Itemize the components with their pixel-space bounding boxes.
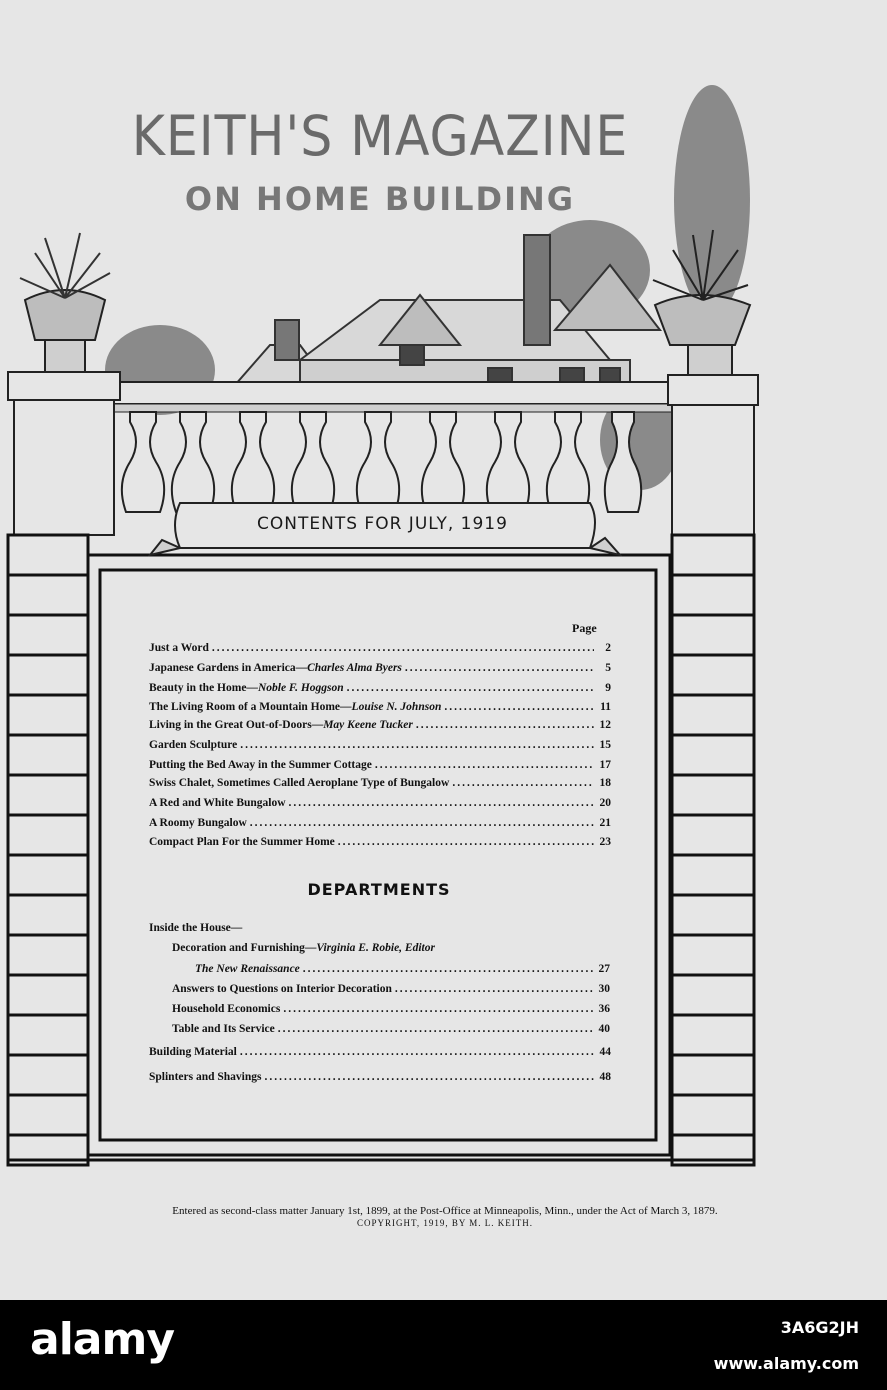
balustrade-rail xyxy=(100,382,680,404)
copyright-notice: COPYRIGHT, 1919, BY M. L. KEITH. xyxy=(357,1218,533,1228)
watermark-image-id: 3A6G2JH xyxy=(780,1318,859,1337)
toc-entry: The Living Room of a Mountain Home—Louise N. Johnson ..... 11 xyxy=(149,699,611,715)
toc-entry: Living in the Great Out-of-Doors—May Keene Tucker ..... 12 xyxy=(149,717,611,733)
dept-entry: Splinters and Shavings ..... 48 xyxy=(149,1069,611,1085)
left-plant xyxy=(20,233,110,298)
toc-entry: Compact Plan For the Summer Home ..... 23 xyxy=(149,834,611,850)
toc-entry: Just a Word ..... 2 xyxy=(149,640,611,656)
toc-entry: Swiss Chalet, Sometimes Called Aeroplane Type of Bungalow ..... 18 xyxy=(149,775,611,791)
magazine-subtitle: ON HOME BUILDING xyxy=(184,180,576,218)
postal-entry-notice: Entered as second-class matter January 1st, 1899, at the Post-Office at Minneapolis, Minn., under the Act of March 3, 1879. xyxy=(172,1205,718,1217)
toc-entry: Beauty in the Home—Noble F. Hoggson ..... 9 xyxy=(149,680,611,696)
departments-heading: DEPARTMENTS xyxy=(307,880,451,899)
right-brick-wall xyxy=(672,535,754,1165)
left-pillar xyxy=(8,290,120,535)
dept-entry: Table and Its Service ..... 40 xyxy=(172,1021,610,1037)
magazine-title: KEITH'S MAGAZINE xyxy=(131,104,629,168)
balusters xyxy=(122,412,641,512)
toc-entry: Garden Sculpture ..... 15 xyxy=(149,737,611,753)
contents-banner-text: CONTENTS FOR JULY, 1919 xyxy=(257,514,508,534)
dept-entry: Household Economics ..... 36 xyxy=(172,1001,610,1017)
toc-entry: A Red and White Bungalow ..... 20 xyxy=(149,795,611,811)
toc-entry: A Roomy Bungalow ..... 21 xyxy=(149,815,611,831)
dept-entry: Answers to Questions on Interior Decoration ..... 30 xyxy=(172,981,610,997)
dept-entry: The New Renaissance ..... 27 xyxy=(195,961,610,977)
dept-section-label: Inside the House— xyxy=(149,922,243,934)
watermark-url: www.alamy.com xyxy=(713,1354,859,1373)
left-brick-wall xyxy=(8,535,88,1165)
watermark-logo: alamy xyxy=(30,1314,174,1365)
page-column-header: Page xyxy=(572,621,597,635)
toc-entry: Japanese Gardens in America—Charles Alma Byers ..... 5 xyxy=(149,660,611,676)
toc-entry: Putting the Bed Away in the Summer Cottage ..... 17 xyxy=(149,757,611,773)
dept-subsection: Decoration and Furnishing—Virginia E. Robie, Editor xyxy=(172,942,435,954)
dept-entry: Building Material ..... 44 xyxy=(149,1044,611,1060)
